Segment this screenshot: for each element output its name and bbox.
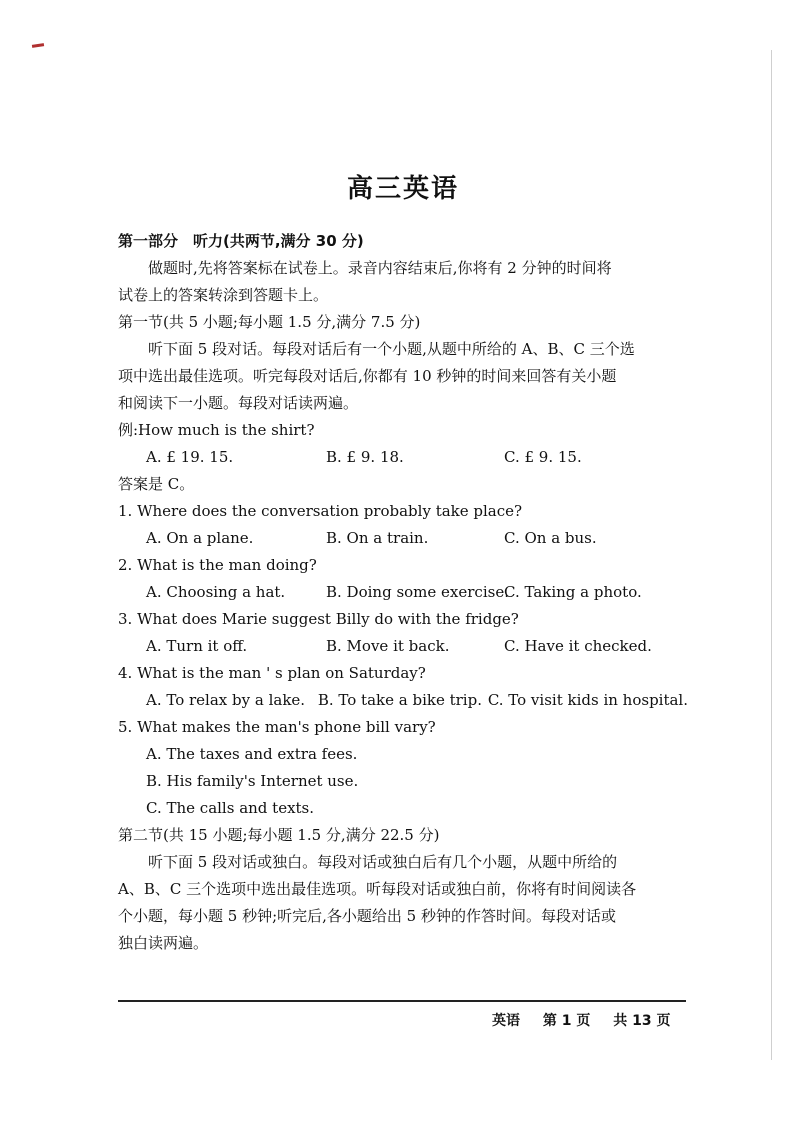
section2-heading: 第二节(共 15 小题;每小题 1.5 分,满分 22.5 分) bbox=[118, 826, 440, 844]
question-3-option-b: B. Move it back. bbox=[326, 637, 450, 655]
footer-divider bbox=[118, 1000, 686, 1002]
part1-intro-line1: 做题时,先将答案标在试卷上。录音内容结束后,你将有 2 分钟的时间将 bbox=[148, 259, 612, 277]
question-3: 3. What does Marie suggest Billy do with the fridge? bbox=[118, 610, 519, 628]
question-2-option-b: B. Doing some exercise. bbox=[326, 583, 509, 601]
section1-instruction-line2: 项中选出最佳选项。听完每段对话后,你都有 10 秒钟的时间来回答有关小题 bbox=[118, 367, 617, 385]
scan-edge bbox=[771, 50, 772, 1060]
footer-subject: 英语 bbox=[492, 1013, 520, 1029]
question-4-option-c: C. To visit kids in hospital. bbox=[487, 691, 688, 709]
footer-page-number: 第 1 页 bbox=[542, 1013, 591, 1029]
section1-instruction-line1: 听下面 5 段对话。每段对话后有一个小题,从题中所给的 A、B、C 三个选 bbox=[148, 340, 635, 358]
question-1-options bbox=[118, 525, 688, 552]
question-5: 5. What makes the man's phone bill vary? bbox=[118, 718, 436, 736]
example-options bbox=[118, 444, 688, 471]
question-5-option-a: A. The taxes and extra fees. bbox=[146, 745, 358, 763]
question-1-option-c: C. On a bus. bbox=[504, 529, 597, 547]
part1-heading: 第一部分 听力(共两节,满分 30 分) bbox=[118, 232, 364, 250]
footer-total-pages: 共 13 页 bbox=[613, 1013, 671, 1029]
question-2-option-c: C. Taking a photo. bbox=[504, 583, 642, 601]
example-question: 例:How much is the shirt? bbox=[118, 421, 315, 439]
question-5-option-b: B. His family's Internet use. bbox=[146, 772, 359, 790]
question-4-options bbox=[118, 687, 688, 714]
example-answer: 答案是 C。 bbox=[118, 475, 195, 493]
question-3-option-a: A. Turn it off. bbox=[146, 637, 248, 655]
question-2: 2. What is the man doing? bbox=[118, 556, 317, 574]
section2-instruction-line2: A、B、C 三个选项中选出最佳选项。听每段对话或独白前，你将有时间阅读各 bbox=[118, 880, 637, 898]
question-2-options bbox=[118, 579, 688, 606]
part1-intro-line2: 试卷上的答案转涂到答题卡上。 bbox=[118, 286, 329, 304]
question-3-options bbox=[118, 633, 688, 660]
question-1-option-b: B. On a train. bbox=[326, 529, 429, 547]
page-footer bbox=[492, 1010, 688, 1030]
corner-mark bbox=[32, 43, 44, 48]
question-1-option-a: A. On a plane. bbox=[146, 529, 254, 547]
section2-instruction-line4: 独白读两遍。 bbox=[118, 934, 209, 952]
question-2-option-a: A. Choosing a hat. bbox=[146, 583, 286, 601]
section1-instruction-line3: 和阅读下一小题。每段对话读两遍。 bbox=[118, 394, 359, 412]
section2-instruction-line1: 听下面 5 段对话或独白。每段对话或独白后有几个小题，从题中所给的 bbox=[148, 853, 618, 871]
example-option-c: C. £ 9. 15. bbox=[504, 448, 582, 466]
example-option-b: B. £ 9. 18. bbox=[326, 448, 404, 466]
question-4-option-a: A. To relax by a lake. bbox=[146, 691, 306, 709]
question-1: 1. Where does the conversation probably take place? bbox=[118, 502, 523, 520]
question-5-option-c: C. The calls and texts. bbox=[146, 799, 315, 817]
exam-content bbox=[118, 228, 688, 957]
question-4: 4. What is the man ' s plan on Saturday? bbox=[118, 664, 426, 682]
section1-heading: 第一节(共 5 小题;每小题 1.5 分,满分 7.5 分) bbox=[118, 313, 421, 331]
example-option-a: A. £ 19. 15. bbox=[146, 448, 234, 466]
question-4-option-b: B. To take a bike trip. bbox=[317, 691, 482, 709]
page-title: 高三英语 bbox=[346, 174, 459, 204]
question-3-option-c: C. Have it checked. bbox=[504, 637, 652, 655]
section2-instruction-line3: 个小题，每小题 5 秒钟;听完后,各小题给出 5 秒钟的作答时间。每段对话或 bbox=[118, 907, 616, 925]
